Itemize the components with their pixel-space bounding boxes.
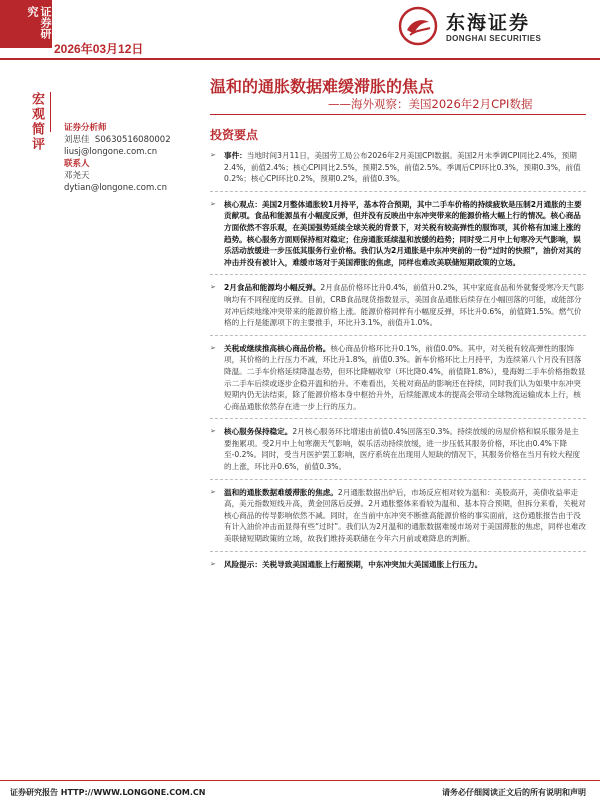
bullet-arrow-icon: ➢ — [210, 559, 216, 568]
point-core-goods — [210, 343, 586, 413]
point-body: 2月食品价格环比升0.4%，前值升0.2%，其中家庭食品和外就餐受寒冷天气影响均有不同程度的反弹。目前，CRB食品现货指数显示，美国食品通胀后续存在小幅回落的可能，或能部分对冲后续地缘冲突带来的能源价格上涨。能源价格同样有小幅度反弹，环比升0.6%，前值降1.5%。燃气价格的上行是能源项下的主要推手，环比升3.1%，前值升1.0%。 — [224, 283, 585, 328]
company-logo — [398, 6, 578, 50]
report-category: 宏观简评 — [29, 92, 44, 152]
point-lead: 关税或继续推高核心商品价格。 — [224, 343, 331, 353]
point-lead: 核心服务保持稳定。 — [224, 427, 293, 437]
divider — [210, 418, 586, 420]
report-subtitle: ——海外观察：美国2026年2月CPI数据 — [328, 97, 533, 111]
contact-email[interactable]: dytian@longone.com.cn — [64, 183, 167, 193]
footer-divider — [0, 780, 600, 781]
bullet-arrow-icon: ➢ — [210, 199, 216, 208]
point-lead: 核心观点： — [224, 199, 262, 209]
divider — [210, 191, 586, 193]
point-core-services — [210, 426, 586, 472]
point-lead: 事件： — [224, 151, 247, 160]
point-body: 核心商品价格环比升0.1%，前值0.0%。其中，对关税有较高弹性的服饰项，其价格的上行压力不减，环比升1.8%，前值0.3%。新车价格环比上月持平，为连续第八个月没有回落降温。二手车价格延续降温态势，但环比降幅收窄（环比降0.4%，前值降1.8%），曼海姆二手车价格指数显示二手车后续或逐步企稳开温和抬升。不难看出，关税对商品的影响还在持续，同时我们认为如果中东冲突短期内仍无法结束，除了能源价格本身中枢抬升外，后续能源成本的提高会带动全球物流运输成本上行，核心商品通胀依然存在进一步上行的压力。 — [224, 343, 586, 411]
point-risk — [210, 559, 586, 571]
point-core-view — [210, 199, 586, 269]
bullet-arrow-icon: ➢ — [210, 427, 216, 436]
divider — [210, 274, 586, 276]
contact-name: 邓尧天 — [64, 171, 90, 181]
point-conclusion — [210, 487, 586, 545]
divider — [210, 551, 586, 553]
logo-english-name: DONGHAI SECURITIES — [446, 34, 542, 43]
logo-icon — [398, 6, 438, 46]
analyst-role: 证券分析师 — [64, 123, 107, 133]
bullet-arrow-icon: ➢ — [210, 151, 216, 159]
point-body: 关税导致美国通胀上行超预期，中东冲突加大美国通胀上行压力。 — [261, 559, 483, 569]
point-lead: 温和的通胀数据难缓滞胀的焦虑。 — [224, 487, 338, 497]
category-rule — [50, 92, 51, 132]
divider — [210, 335, 586, 337]
header-divider — [0, 58, 600, 60]
analyst-cert: S0630516080002 — [94, 135, 171, 145]
point-body: 2月核心服务环比增速由前值0.4%回落至0.3%。持续放缓的房屋价格和娱乐服务是主要拖累项。受2月中上旬寒潮天气影响，娱乐活动持续放缓，进一步压低其服务价格，环比由0.4%下降至-0.2%。同时，受当月医护罢工影响，医疗系统在出现用人短缺的情况下，其服务价格在当月有较大程度的上涨，环比升0.6%，前值0.3%。 — [224, 427, 581, 472]
key-points — [210, 150, 586, 570]
point-body: 美国2月整体通胀较1月持平，基本符合预期，其中二手车价格的持续疲软是压制2月通胀的主要贡献项。食品和能源虽有小幅度反弹，但并没有反映出中东冲突带来的能源价格大幅上行的情况。核心商品方面依然不容乐观，在美国强势延续全球关税的背景下，对关税有较高弹性的服饰项，其价格有加速上涨的趋势。核心服务方面则保持相对稳定；住房通胀延续温和放缓的趋势；同时受二月中上旬寒冷天气影响，娱乐活动放缓进一步压低其服务行业价格。我们认为2月通胀是中东冲突前的一份“过时的快照”，油价对其的冲击并没有被计入，难缓市场对于美国滞胀的焦虑，同样也难改美联储短期政策的立场。 — [224, 199, 582, 267]
analyst-email[interactable]: liusj@longone.com.cn — [64, 147, 158, 157]
title-divider — [210, 114, 586, 115]
bullet-arrow-icon: ➢ — [210, 343, 216, 352]
bullet-arrow-icon: ➢ — [210, 487, 216, 496]
report-date: 2026年03月12日 — [54, 42, 144, 56]
footer-disclaimer: 请务必仔细阅读正文后的所有说明和声明 — [442, 788, 586, 797]
logo-chinese-name: 东海证券 — [446, 12, 531, 34]
analyst-name-line — [64, 134, 204, 146]
point-lead: 风险提示： — [224, 559, 262, 569]
point-body: 2月通胀数据出炉后，市场反应相对较为温和：美股高开，美债收益率走高，美元指数短线升高，黄金回落后反弹。2月通胀整体来看较为温和、基本符合预期，但拆分来看，关税对核心商品的传导影响依然不减。同时，在当前中东冲突不断推高能源价格的事实面前，这份通胀报告由于没有计入油价冲击而显得有些“过时”。我们认为2月温和的通胀数据难缓市场对于美国滞胀的焦虑，同样也难改美联储短期政策的立场，故我们维持美联储在今年六月前或难降息的判断。 — [224, 487, 587, 544]
contact-role: 联系人 — [64, 159, 90, 169]
point-event — [210, 150, 586, 185]
report-type-badge: 证券研究 — [0, 0, 52, 48]
analyst-info — [64, 122, 204, 194]
point-lead: 2月食品和能源均小幅反弹。 — [224, 283, 321, 293]
analyst-name: 刘思佳 — [64, 135, 90, 145]
bullet-arrow-icon: ➢ — [210, 283, 216, 292]
point-food-energy — [210, 282, 586, 328]
report-title: 温和的通胀数据难缓滞胀的焦点 — [210, 77, 435, 96]
divider — [210, 479, 586, 481]
section-title: 投资要点 — [210, 128, 259, 142]
point-body: 当地时间3月11日，美国劳工局公布2026年2月美国CPI数据。美国2月未季调CPI同比2.4%，预期2.4%，前值2.4%；核心CPI同比2.5%，预期2.5%，前值2.5%。季调后CPI环比0.3%，预期0.3%，前值0.2%；核心CPI环比0.2%，预期0.2%，前值0.3%。 — [224, 151, 581, 184]
footer-website[interactable]: 证券研究报告 HTTP://WWW.LONGONE.COM.CN — [10, 788, 206, 797]
